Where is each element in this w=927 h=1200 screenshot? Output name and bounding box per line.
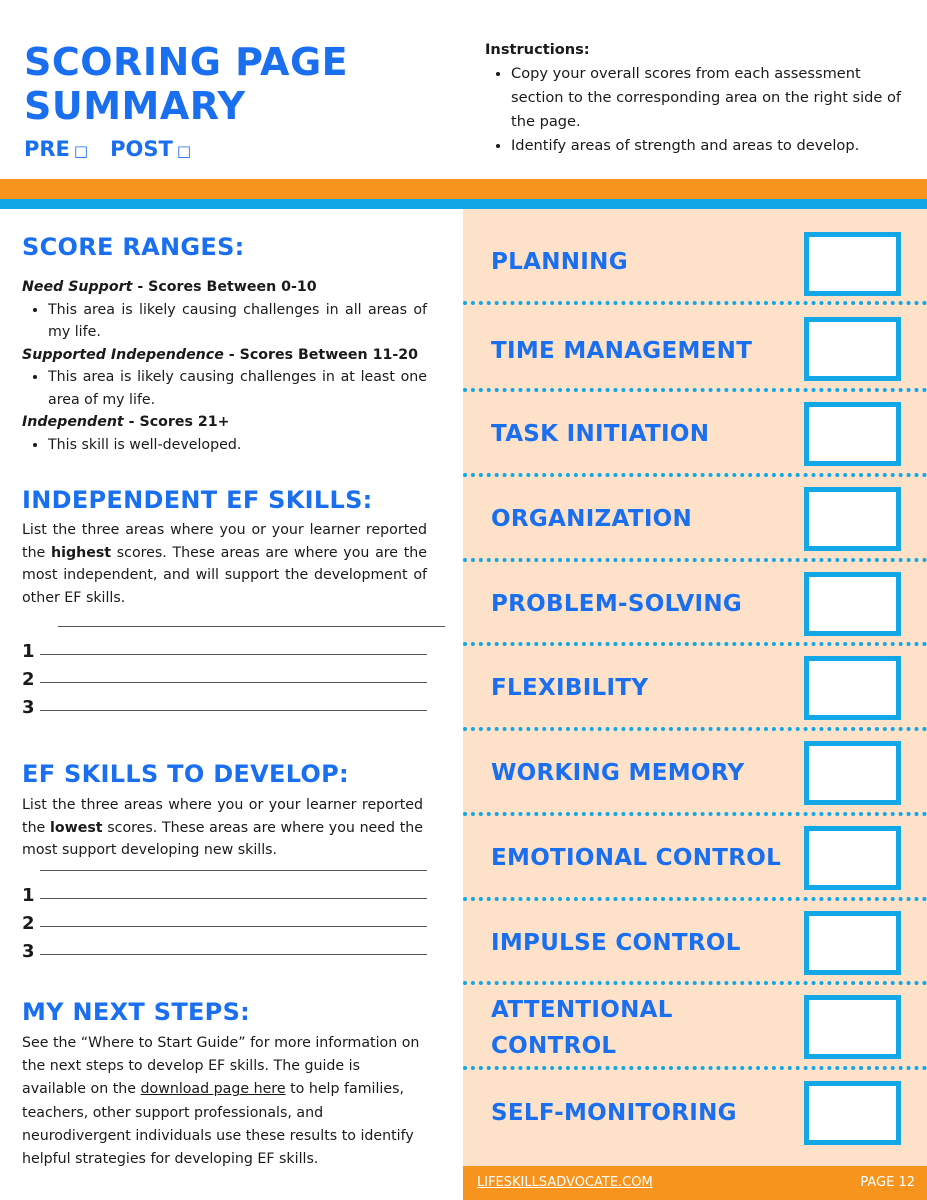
skill-name-line1: ATTENTIONAL [491,997,673,1023]
desc-text: See the “Where to Start Guide” for more information on the next steps to develop EF skills. The guide is available on the [22,1035,420,1098]
score-box[interactable] [804,826,901,890]
post-checkbox[interactable]: □ [176,142,191,160]
desc-text: List the three areas where you or your learner reported the [22,522,427,561]
post-option[interactable] [110,137,191,161]
range-name: Independent [22,414,124,430]
skill-name: TIME MANAGEMENT [491,338,753,364]
score-box[interactable] [804,911,901,975]
score-box[interactable] [804,232,901,296]
skill-name-line2: CONTROL [491,1033,617,1059]
skill-name: TASK INITIATION [491,421,710,447]
dotted-divider [463,1066,927,1070]
independent-skills-title: INDEPENDENT EF SKILLS: [22,486,373,514]
instructions [485,38,915,158]
score-box[interactable] [804,317,901,381]
dotted-divider [463,642,927,646]
pre-checkbox[interactable]: □ [73,142,89,160]
score-box[interactable] [804,1081,901,1145]
dotted-divider [463,558,927,562]
page-footer [463,1166,927,1200]
range-label-independent [22,411,427,434]
skills-to-develop-description [22,794,423,862]
line-number: 3 [22,697,35,718]
range-label-supported-independence [22,344,427,367]
skills-score-panel [463,209,927,1166]
skill-name: PLANNING [491,249,628,275]
line-number: 1 [22,641,35,662]
next-steps-title: MY NEXT STEPS: [22,998,251,1026]
score-box[interactable] [804,995,901,1059]
page-title-line1: SCORING PAGE [24,40,349,84]
pre-post-selector [24,137,191,161]
post-label: POST [110,137,173,161]
dotted-divider [463,727,927,731]
website-link[interactable]: LIFESKILLSADVOCATE.COM [477,1175,653,1190]
line-number: 2 [22,913,35,934]
write-line-1[interactable] [22,871,427,906]
independent-skills-description [22,519,427,609]
page-number: PAGE 12 [860,1175,915,1190]
dotted-divider [463,473,927,477]
desc-text: List the three areas where you or your learner reported the [22,797,423,836]
dotted-divider [463,981,927,985]
line-number: 1 [22,885,35,906]
write-line-2[interactable] [22,655,427,690]
desc-emphasis: highest [50,544,112,561]
instruction-item: • Identify areas of strength and areas to develop. [511,134,915,158]
range-scores: - Scores Between 0-10 [132,279,317,295]
desc-text: scores. These areas are where you are the most independent, and will support the development of other EF skills. [22,544,427,606]
desc-emphasis: lowest [49,819,103,836]
skills-to-develop-lines [22,871,427,962]
range-name: Supported Independence [22,346,224,363]
line-number: 2 [22,669,35,690]
range-description: • This skill is well-developed. [48,434,427,457]
skill-name: FLEXIBILITY [491,675,649,701]
line-number: 3 [22,941,35,962]
skill-name: ORGANIZATION [491,506,693,532]
dotted-divider [463,897,927,901]
header-band-blue [0,199,927,209]
independent-skills-lines [22,627,427,718]
page-title-line2: SUMMARY [24,84,246,128]
skill-name: WORKING MEMORY [491,760,745,786]
score-box[interactable] [804,741,901,805]
skill-name: PROBLEM-SOLVING [491,591,743,617]
score-box[interactable] [804,402,901,466]
score-box[interactable] [804,487,901,551]
score-ranges-list [22,276,427,456]
write-line-3[interactable] [22,927,427,962]
desc-text: scores. These areas are where you need the most support developing new skills. [22,819,423,858]
range-scores: - Scores Between 11-20 [223,346,418,363]
dotted-divider [463,388,927,392]
range-description: • This area is likely causing challenges in all areas of my life. [48,299,427,344]
pre-label: PRE [24,137,70,161]
skill-name: EMOTIONAL CONTROL [491,845,782,871]
header-band-orange [0,179,927,199]
download-page-link[interactable]: download page here [140,1081,286,1098]
next-steps-description [22,1032,427,1171]
skill-name: IMPULSE CONTROL [491,930,741,956]
range-description: • This area is likely causing challenges in at least one area of my life. [48,366,427,411]
score-box[interactable] [804,656,901,720]
skills-to-develop-title: EF SKILLS TO DEVELOP: [22,760,349,788]
score-box[interactable] [804,572,901,636]
instructions-list [511,62,915,158]
range-name: Need Support [22,279,133,295]
skill-name: SELF-MONITORING [491,1100,737,1126]
pre-option[interactable] [24,137,88,161]
line-rule [40,954,427,955]
instructions-heading: Instructions: [485,41,590,58]
dotted-divider [463,812,927,816]
range-scores: - Scores 21+ [123,414,230,430]
write-line-1[interactable] [22,627,427,662]
page-title [24,40,348,128]
write-line-3[interactable] [22,683,427,718]
write-line-2[interactable] [22,899,427,934]
skill-name [491,992,673,1064]
range-label-need-support [22,276,427,299]
line-rule [40,710,427,711]
dotted-divider [463,301,927,305]
desc-text: to help families, teachers, other support professionals, and neurodivergent individuals use these results to identify helpful strategies for developing EF skills. [22,1081,414,1168]
score-ranges-title: SCORE RANGES: [22,233,245,261]
instruction-item: • Copy your overall scores from each assessment section to the corresponding area on the right side of the page. [511,62,915,134]
